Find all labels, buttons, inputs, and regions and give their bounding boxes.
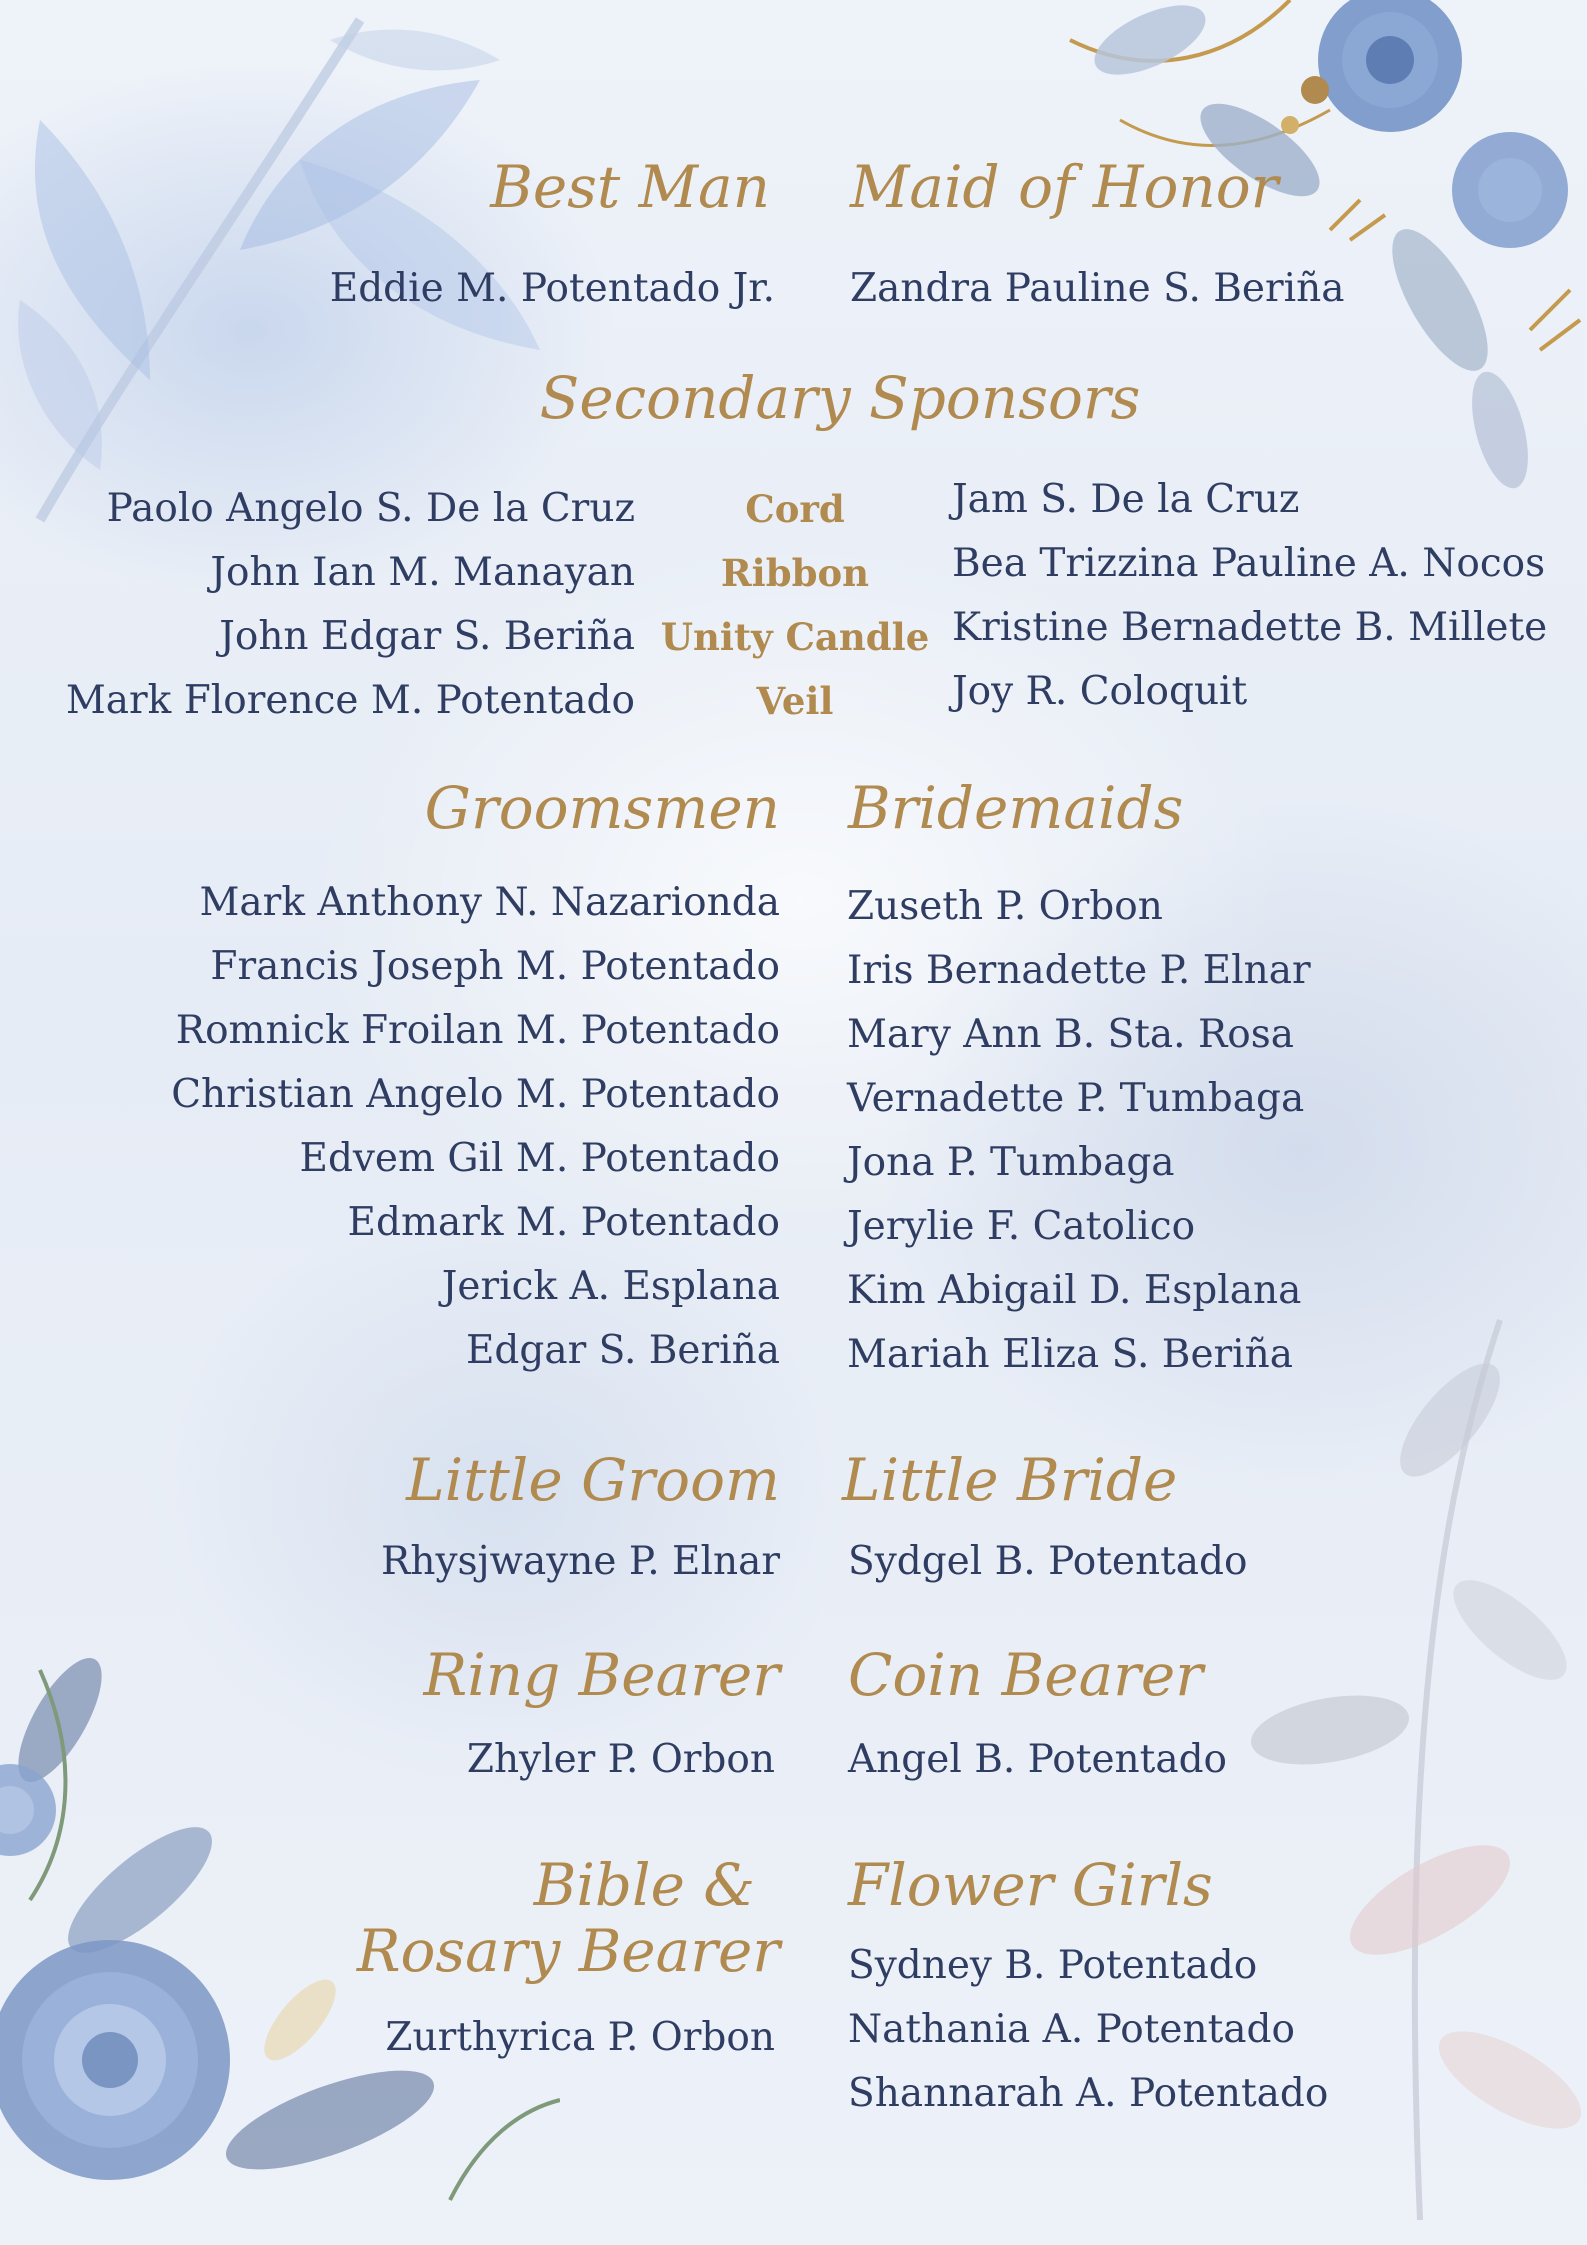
ring-bearer-name: Zhyler P. Orbon — [466, 1737, 775, 1782]
coin-bearer-heading: Coin Bearer — [848, 1641, 1203, 1709]
groomsmen-list — [140, 880, 780, 1392]
secondary-sponsors-heading: Secondary Sponsors — [539, 364, 1141, 432]
secondary-right-name: Kristine Bernadette B. Millete — [952, 605, 1548, 650]
secondary-left-name: John Ian M. Manayan — [210, 550, 635, 595]
little-bride-heading: Little Bride — [842, 1446, 1178, 1514]
groomsman-name: Romnick Froilan M. Potentado — [175, 1008, 780, 1053]
bridesmaid-name: Zuseth P. Orbon — [847, 884, 1163, 929]
secondary-right-name: Jam S. De la Cruz — [952, 477, 1300, 522]
secondary-right-name: Bea Trizzina Pauline A. Nocos — [952, 541, 1546, 586]
flower-girls-heading: Flower Girls — [848, 1851, 1213, 1919]
groomsman-name: Christian Angelo M. Potentado — [171, 1072, 780, 1117]
coin-bearer-name: Angel B. Potentado — [848, 1737, 1228, 1782]
secondary-role-label: Cord — [745, 487, 845, 531]
groomsman-name: Edmark M. Potentado — [347, 1200, 780, 1245]
bridesmaid-name: Vernadette P. Tumbaga — [847, 1076, 1305, 1121]
groomsmen-heading: Groomsmen — [424, 774, 780, 842]
secondary-role-label: Veil — [756, 679, 834, 723]
best-man-name: Eddie M. Potentado Jr. — [329, 266, 775, 311]
groomsman-name: Mark Anthony N. Nazarionda — [199, 880, 780, 925]
flower-girl-name: Sydney B. Potentado — [848, 1943, 1258, 1988]
bridesmaid-name: Jona P. Tumbaga — [847, 1140, 1175, 1185]
secondary-left-name: Paolo Angelo S. De la Cruz — [106, 486, 635, 531]
secondary-role-label: Ribbon — [720, 551, 870, 595]
ring-bearer-heading: Ring Bearer — [423, 1641, 780, 1709]
bridesmaids-heading: Bridemaids — [848, 774, 1184, 842]
bridesmaid-name: Iris Bernadette P. Elnar — [847, 948, 1311, 993]
best-man-heading: Best Man — [490, 153, 770, 221]
flower-girl-name: Nathania A. Potentado — [848, 2007, 1295, 2052]
secondary-role-label: Unity Candle — [660, 615, 930, 659]
groomsman-name: Jerick A. Esplana — [441, 1264, 780, 1309]
secondary-right-name: Joy R. Coloquit — [952, 669, 1248, 714]
groomsman-name: Francis Joseph M. Potentado — [210, 944, 780, 989]
secondary-left-name: John Edgar S. Beriña — [219, 614, 635, 659]
bible-bearer-heading-line1: Bible & — [533, 1851, 755, 1919]
maid-of-honor-name: Zandra Pauline S. Beriña — [850, 266, 1345, 311]
bridesmaid-name: Jerylie F. Catolico — [847, 1204, 1196, 1249]
bridesmaids-list — [847, 884, 1487, 1396]
flower-girl-name: Shannarah A. Potentado — [848, 2071, 1329, 2116]
groomsman-name: Edgar S. Beriña — [465, 1328, 780, 1373]
little-bride-name: Sydgel B. Potentado — [848, 1539, 1248, 1584]
flower-girls-list — [848, 1943, 1368, 2135]
bridesmaid-name: Kim Abigail D. Esplana — [847, 1268, 1302, 1313]
secondary-left-name: Mark Florence M. Potentado — [65, 678, 635, 723]
little-groom-heading: Little Groom — [406, 1446, 780, 1514]
bible-bearer-name: Zurthyrica P. Orbon — [385, 2015, 775, 2060]
bridesmaid-name: Mary Ann B. Sta. Rosa — [847, 1012, 1295, 1057]
bible-bearer-heading-line2: Rosary Bearer — [356, 1917, 780, 1985]
maid-of-honor-heading: Maid of Honor — [850, 153, 1279, 221]
little-groom-name: Rhysjwayne P. Elnar — [381, 1539, 780, 1584]
groomsman-name: Edvem Gil M. Potentado — [299, 1136, 780, 1181]
bridesmaid-name: Mariah Eliza S. Beriña — [847, 1332, 1294, 1377]
